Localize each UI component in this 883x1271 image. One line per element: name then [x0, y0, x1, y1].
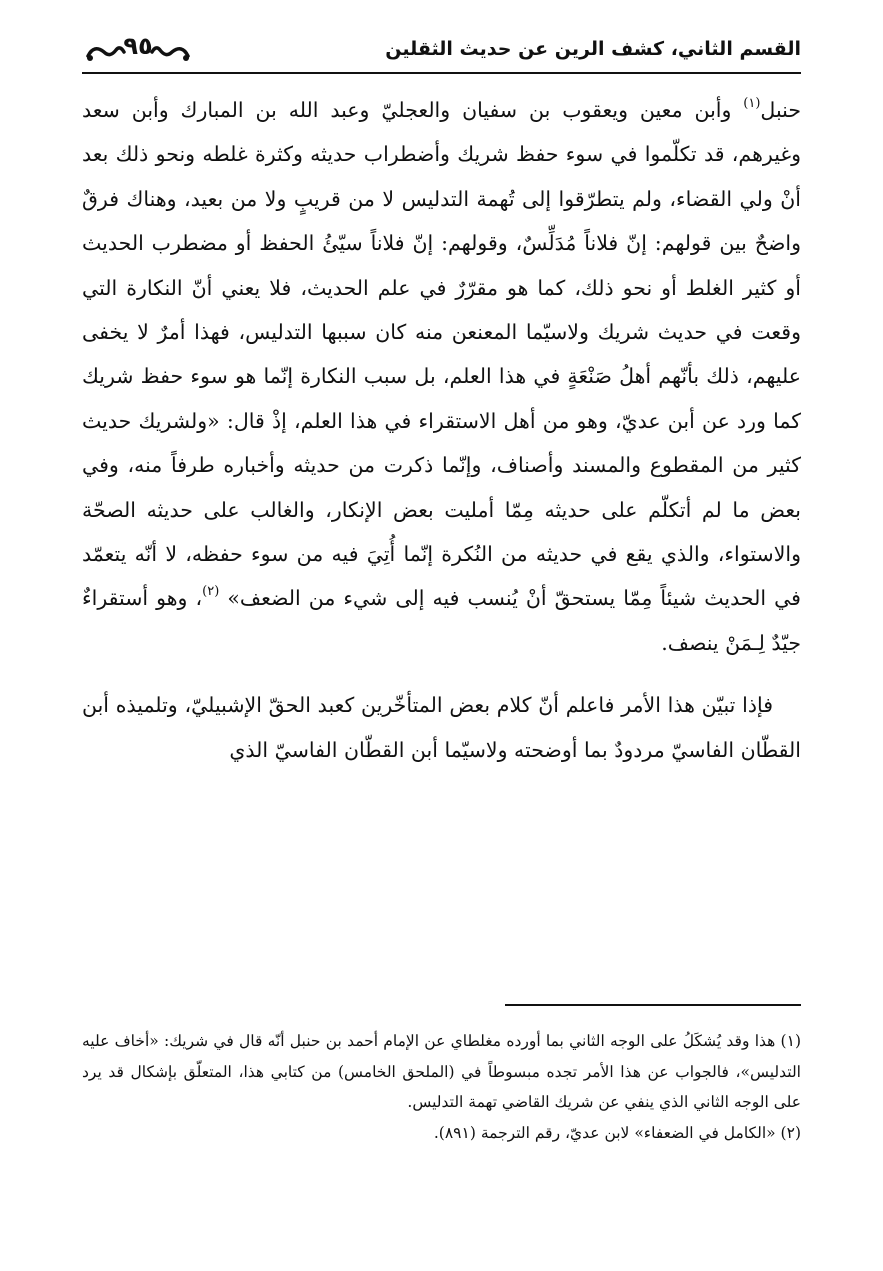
page-number: ٩٥	[123, 32, 153, 60]
paragraph-1-end: ، وهو أستقراءٌ جيّدٌ لِـمَنْ ينصف.	[82, 586, 801, 655]
header-rule	[82, 72, 801, 74]
paragraph-1-cont: وأبن معين ويعقوب بن سفيان والعجليّ وعبد الله بن المبارك وأبن سعد وغيرهم، قد تكلّموا في سوء حفظ شريك وأضطراب حديثه وكثرة غلطه ونحو ذلك بعد أنْ ولي القضاء، ولم يتطرّقوا إلى تُهمة التدليس لا من قريبٍ ولا من بعيد، وهناك فرقٌ واضحٌ بين قولهم: إنّ فلاناً مُدَلِّسٌ، وقولهم: إنّ فلاناً سيّئُ الحفظ أو مضطرب الحديث أو كثير الغلط أو نحو ذلك، كما هو مقرّرٌ في علم الحديث، فلا يعني أنّ النكارة التي وقعت في حديث شريك ولاسيّما المعنعن منه كان سببها التدليس، فهذا أمرٌ لا يخفى عليهم، ذلك بأنّهم أهلُ صَنْعَةٍ في هذا العلم، بل سبب النكارة إنّما هو سوء حفظ شريك كما ورد عن أبن عديّ، وهو من أهل الاستقراء في هذا العلم، إذْ قال: «ولشريك حديث كثير من المقطوع والمسند وأصناف، وإنّما ذكرت من حديثه وأخباره طرفاً منه، وفي بعض ما لم أتكلّم على حديثه مِمّا أمليت بعض الإنكار، والغالب على حديثه الصحّة والاستواء، والذي يقع في حديثه من النُكرة إنّما أُتِيَ فيه من سوء حفظه، لا أنّه يتعمّد في الحديث شيئاً مِمّا يستحقّ أنْ يُنسب فيه إلى شيء من الضعف»	[82, 98, 801, 611]
footnote-ref-2: (٢)	[202, 584, 220, 600]
footnote-1: (١) هذا وقد يُشكَلُ على الوجه الثاني بما أورده مغلطاي عن الإمام أحمد بن حنبل أنّه قال في شريك: «أخاف عليه التدليس»، فالجواب عن هذا الأمر تجده مبسوطاً في (الملحق الخامس) من كتابي هذا، المتعلّق بإشكال قد يرد على الوجه الثاني الذي ينفي عن شريك القاضي تهمة التدليس.	[82, 1032, 801, 1111]
paragraph-1	[82, 88, 801, 665]
footnote-2: (٢) «الكامل في الضعفاء» لابن عديّ، رقم الترجمة (٨٩١).	[433, 1123, 801, 1142]
footnote-separator	[505, 1004, 801, 1006]
main-text	[82, 88, 801, 772]
running-title: القسم الثاني، كشف الرين عن حديث الثقلين	[385, 38, 801, 60]
footnote-ref-1: (١)	[743, 96, 761, 111]
footnotes	[82, 1026, 801, 1148]
paragraph-2: فإذا تبيّن هذا الأمر فاعلم أنّ كلام بعض المتأخّرين كعبد الحقّ الإشبيليّ، وتلميذه أبن القطّان الفاسيّ مردودٌ بما أوضحته ولاسيّما أبن القطّان الفاسيّ الذي	[82, 693, 801, 762]
page-header	[82, 28, 801, 74]
paragraph-1-start: حنبل	[760, 98, 801, 122]
